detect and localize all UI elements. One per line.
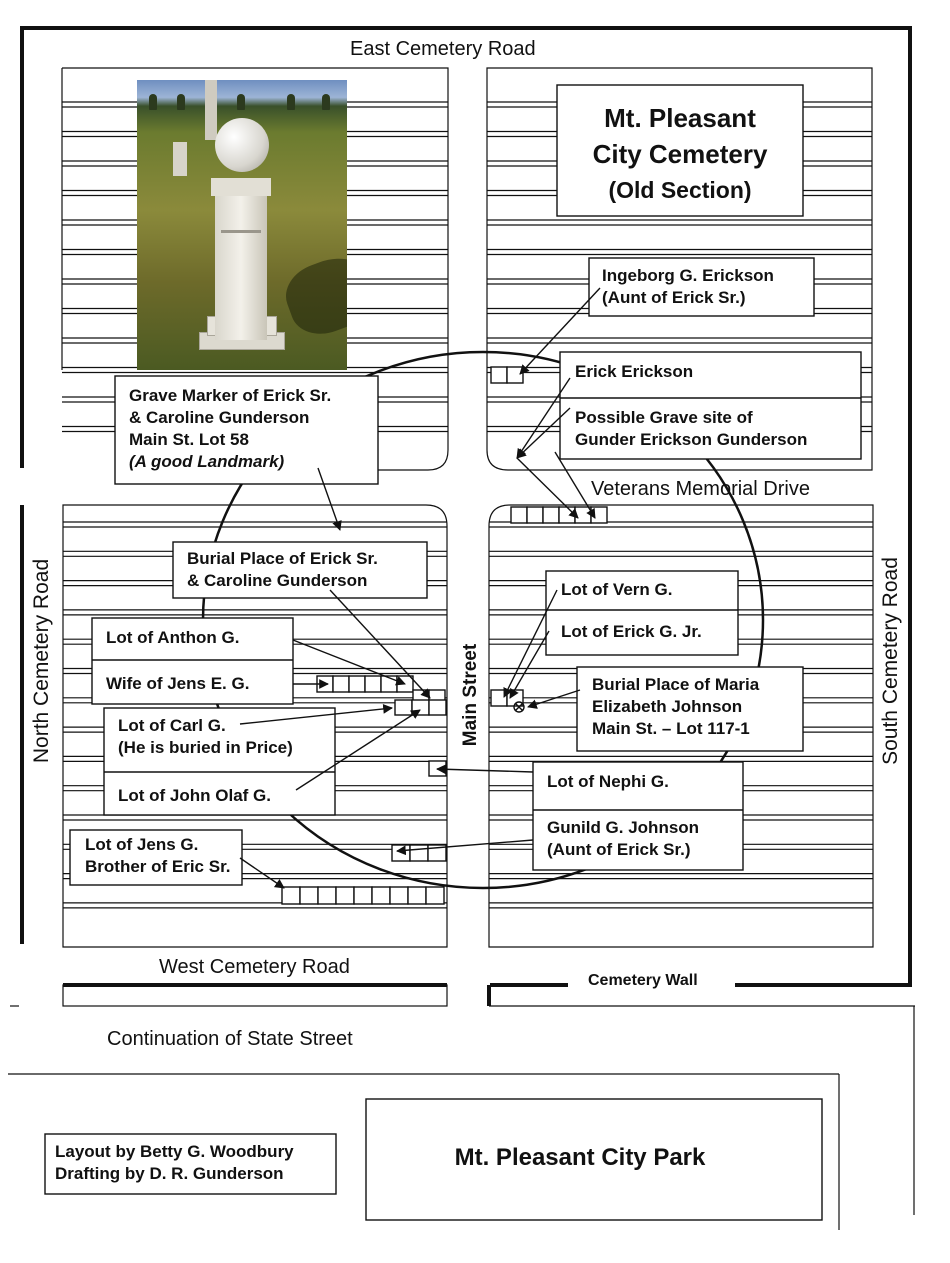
- label-possible-grave: Possible Grave site of Gunder Erickson Gunderson: [575, 408, 808, 449]
- map-title: Mt. Pleasant City Cemetery (Old Section): [592, 103, 768, 203]
- label-lot-anthon: Lot of Anthon G.: [106, 628, 240, 647]
- label-lot-nephi: Lot of Nephi G.: [547, 772, 669, 791]
- lot-cell: [429, 700, 446, 715]
- credits: Layout by Betty G. Woodbury Drafting by D. R. Gunderson: [55, 1142, 294, 1183]
- label-grave-marker: Grave Marker of Erick Sr. & Caroline Gunderson Main St. Lot 58 (A good Landmark): [129, 386, 332, 471]
- lot-cell: [282, 887, 300, 904]
- veterans-memorial-drive-label: Veterans Memorial Drive: [591, 478, 810, 500]
- lot-cell: [491, 690, 507, 706]
- label-gunild: Gunild G. Johnson (Aunt of Erick Sr.): [547, 818, 700, 859]
- label-erick-erickson: Erick Erickson: [575, 362, 694, 381]
- lot-cell: [408, 887, 426, 904]
- lot-cell: [336, 887, 354, 904]
- lot-cell: [491, 367, 507, 383]
- label-ingeborg: Ingeborg G. Erickson (Aunt of Erick Sr.): [602, 266, 774, 307]
- south-cemetery-road-label: South Cemetery Road: [879, 557, 902, 765]
- lot-cell: [392, 845, 410, 861]
- lot-cell: [365, 676, 381, 692]
- lot-cell: [426, 887, 444, 904]
- main-street-label: Main Street: [460, 643, 481, 747]
- grave-marker-photo: [137, 80, 347, 370]
- west-cemetery-road-label: West Cemetery Road: [159, 956, 350, 978]
- lot-cell: [559, 507, 575, 523]
- lot-cell: [318, 887, 336, 904]
- label-lot-erick-jr: Lot of Erick G. Jr.: [561, 622, 702, 641]
- lot-cell: [354, 887, 372, 904]
- lot-cell: [575, 507, 591, 523]
- lot-cell: [395, 700, 412, 715]
- label-lot-carl: Lot of Carl G. (He is buried in Price): [118, 716, 293, 757]
- north-cemetery-road-label: North Cemetery Road: [30, 558, 53, 764]
- label-lot-vern: Lot of Vern G.: [561, 580, 673, 599]
- lot-cell: [507, 367, 523, 383]
- state-street-label: Continuation of State Street: [107, 1028, 353, 1050]
- lot-cell: [372, 887, 390, 904]
- lot-cell: [511, 507, 527, 523]
- lot-cell: [300, 887, 318, 904]
- lot-cell: [543, 507, 559, 523]
- label-lot-john-olaf: Lot of John Olaf G.: [118, 786, 271, 805]
- label-burial-maria: Burial Place of Maria Elizabeth Johnson Main St. – Lot 117-1: [592, 675, 760, 738]
- label-lot-jens: Lot of Jens G. Brother of Eric Sr.: [85, 835, 231, 876]
- lot-cell: [390, 887, 408, 904]
- lot-cell: [349, 676, 365, 692]
- city-park-label: Mt. Pleasant City Park: [454, 1144, 706, 1171]
- label-burial-erick: Burial Place of Erick Sr. & Caroline Gunderson: [187, 549, 378, 590]
- lot-cell: [333, 676, 349, 692]
- cemetery-wall-label: Cemetery Wall: [584, 973, 702, 989]
- east-cemetery-road-label: East Cemetery Road: [350, 38, 536, 60]
- label-wife-jens: Wife of Jens E. G.: [106, 674, 250, 693]
- lot-cell: [410, 845, 428, 861]
- lot-cell: [527, 507, 543, 523]
